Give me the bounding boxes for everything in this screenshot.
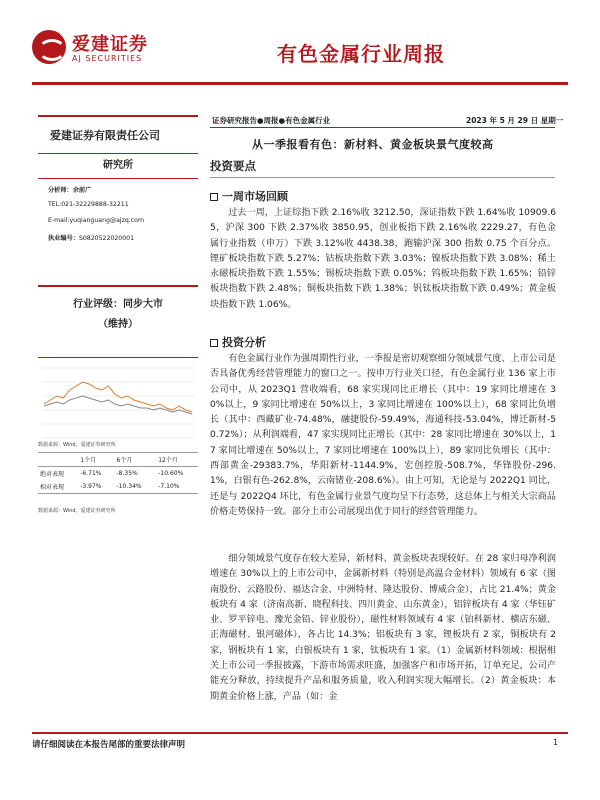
paragraph: 有色金属行业作为强周期性行业，一季报是密切观察细分领域景气度、上市公司是否具备优秀经营管理能力的窗口之一。按申万行业关口径，有色金属行业 136 家上市公司中，从 2023Q1 营收端看，68 家实现同比正增长（其中：19 家同比增速在 30%以上，9 家同比增速在 50%以上，3 家同比增速在 100%以上），68 家同比负增长（其中：西藏矿业-74.48%，融捷股份-59.49%，海通科技-53.04%，博迁新材-50.72%）；从利润端看，47 家实现同比正增长（其中：28 家同比增速在 30%以上，17 家同比增速在 50%以上，7 家同比增速在 100%以上），89 家同比负增长（其中：西部黄金-29383.7%，华阳新材-1144.9%，宏创控股-508.7%，华锋股份-296.1%，白银有色-262.8%，云南锗业-208.6%）。由上可知，无论是与 2022Q1 同比，还是与 2022Q4 环比，有色金属行业景气度均呈下行态势，这总体上与相关大宗商品价格走势保持一致。部分上市公司展现出优于同行的经营管理能力。 [210,354,556,517]
table-cell: 绝对表现 [40,471,65,478]
table-header-cell: 6个月 [115,453,157,467]
table-cell: 相对表现 [38,480,78,494]
table-row [38,467,198,481]
industry-rating: 行业评级：同步大市 [73,299,163,310]
report-title: 有色金属行业周报 [277,42,445,66]
table-header-cell [38,453,78,467]
email-label: E-mail: [48,217,70,224]
table-cell: -10.34% [115,480,157,494]
analyst-label: 分析师： [48,187,73,194]
chart-source: 数据来源：Wind，爱建证券研究所 [38,442,116,448]
logo-text-cn: 爱建证券 [72,34,148,55]
sidebar [38,115,198,740]
paragraph: 过去一周，上证综指下跌 2.16%收 3212.50，深证指数下跌 1.64%收 10909.65，沪深 300 下跌 2.37%收 3850.95，创业板指下跌 2.16%收 2229.27，有色金属行业指数（申万）下跌 3.12%收 4438.38，跑输沪深 300 指数 0.75 个百分点。锂矿板块指数下跌 5.27%；钴板块指数下跌 3.03%；镍板块指数下跌 3.08%；稀土永磁板块指数下跌 1.55%；锡板块指数下跌 0.05%；钨板块指数下跌 1.65%；铅锌板块指数下跌 2.48%；铜板块指数下跌 1.38%；钒钛板块指数下跌 0.49%；黄金板块指数下跌 1.06%。 [210,208,556,310]
rating-status: （维持） [98,319,138,330]
paragraph: 细分领域景气度存在较大差异，新材料、黄金板块表现较好。在 28 家归母净利润增速在 30%以上的上市公司中，金属新材料（特别是高温合金材料）领域有 6 家（图南股份、云路股份、福达合金、中洲特材、隆达股份、博威合金），占比 21.4%；黄金板块有 4 家（济南高新、晓程科技、四川黄金、山东黄金），铝锌板块有 4 家（华钰矿业、罗平锌电、豫光金铅、锌业股份），磁性材料领域有 4 家（铂科新材、横店东磁、正海磁材、银河磁体），各占比 14.3%；铝板块有 3 家，锂板块有 2 家，铜板块有 2 家，钢板块有 1 家，白银板块有 1 家，钛板块有 1 家。（1）金属新材料领域：根据相关上市公司一季报披露，下游市场需求旺盛，加强客户和市场开拓，订单充足，公司产能充分释放，持续提升产品和服务质量，收入利润实现大幅增长。（2）黄金板块：本期黄金价格上涨，产品（如：金 [210,554,556,702]
table-header-cell: 1个月 [78,453,114,467]
section-title-text: 投资分析 [222,336,266,349]
analyst-email [48,217,144,224]
cert-number: S0820522020001 [78,235,135,242]
department: 研究所 [103,160,133,171]
page-number: 1 [553,738,559,747]
department-divider [38,178,198,179]
section-title-text: 一周市场回顾 [222,190,288,203]
checkbox-bullet-icon [210,339,218,347]
analyst-name: 余前广 [72,187,92,194]
table-row [38,480,198,494]
table-cell: -7.10% [156,480,198,494]
legal-notice: 请仔细阅读在本报告尾部的重要法律声明 [32,740,186,750]
footer-divider [32,732,568,734]
analyst-tel: TEL:021-32229888-32211 [48,201,129,208]
checkbox-bullet-icon [210,193,218,201]
analyst [48,185,91,194]
cert-label: 执业编号： [48,235,79,242]
email-link[interactable]: yuqianguang@ajzq.com [69,217,144,224]
company-name: 爱建证券有限责任公司 [38,115,198,154]
report-date: 2023 年 5 月 29 日 星期一 [466,116,564,125]
brand-logo [32,28,182,70]
report-category: 证券研究报告●周报●有色金属行业 [212,116,331,125]
key-points-divider [210,177,555,178]
table-header-row [38,453,198,467]
report-subtitle: 从一季报看有色：新材料、黄金板块景气度较高 [252,138,494,151]
header-divider [32,82,568,85]
absolute-performance-line [44,382,192,412]
performance-chart [38,360,198,450]
key-points-heading: 投资要点 [210,159,256,173]
logo-mark-icon [32,30,66,64]
table-header-cell: 12个月 [156,453,198,467]
table-cell: -3.97% [78,480,114,494]
table-cell: -10.60% [158,470,184,477]
table-cell: -8.35% [116,470,138,477]
rating-box [38,285,198,358]
meta-divider [210,127,555,128]
table-source: 数据来源：Wind，爱建证券研究所 [38,508,116,514]
table-cell: -6.71% [80,470,102,477]
relative-performance-line [44,396,192,414]
section-title-investment-analysis [210,334,266,350]
performance-table [38,452,198,494]
analyst-cert [48,233,134,242]
section-title-market-review [210,188,288,204]
logo-text-en: AJ SECURITIES [72,54,143,63]
